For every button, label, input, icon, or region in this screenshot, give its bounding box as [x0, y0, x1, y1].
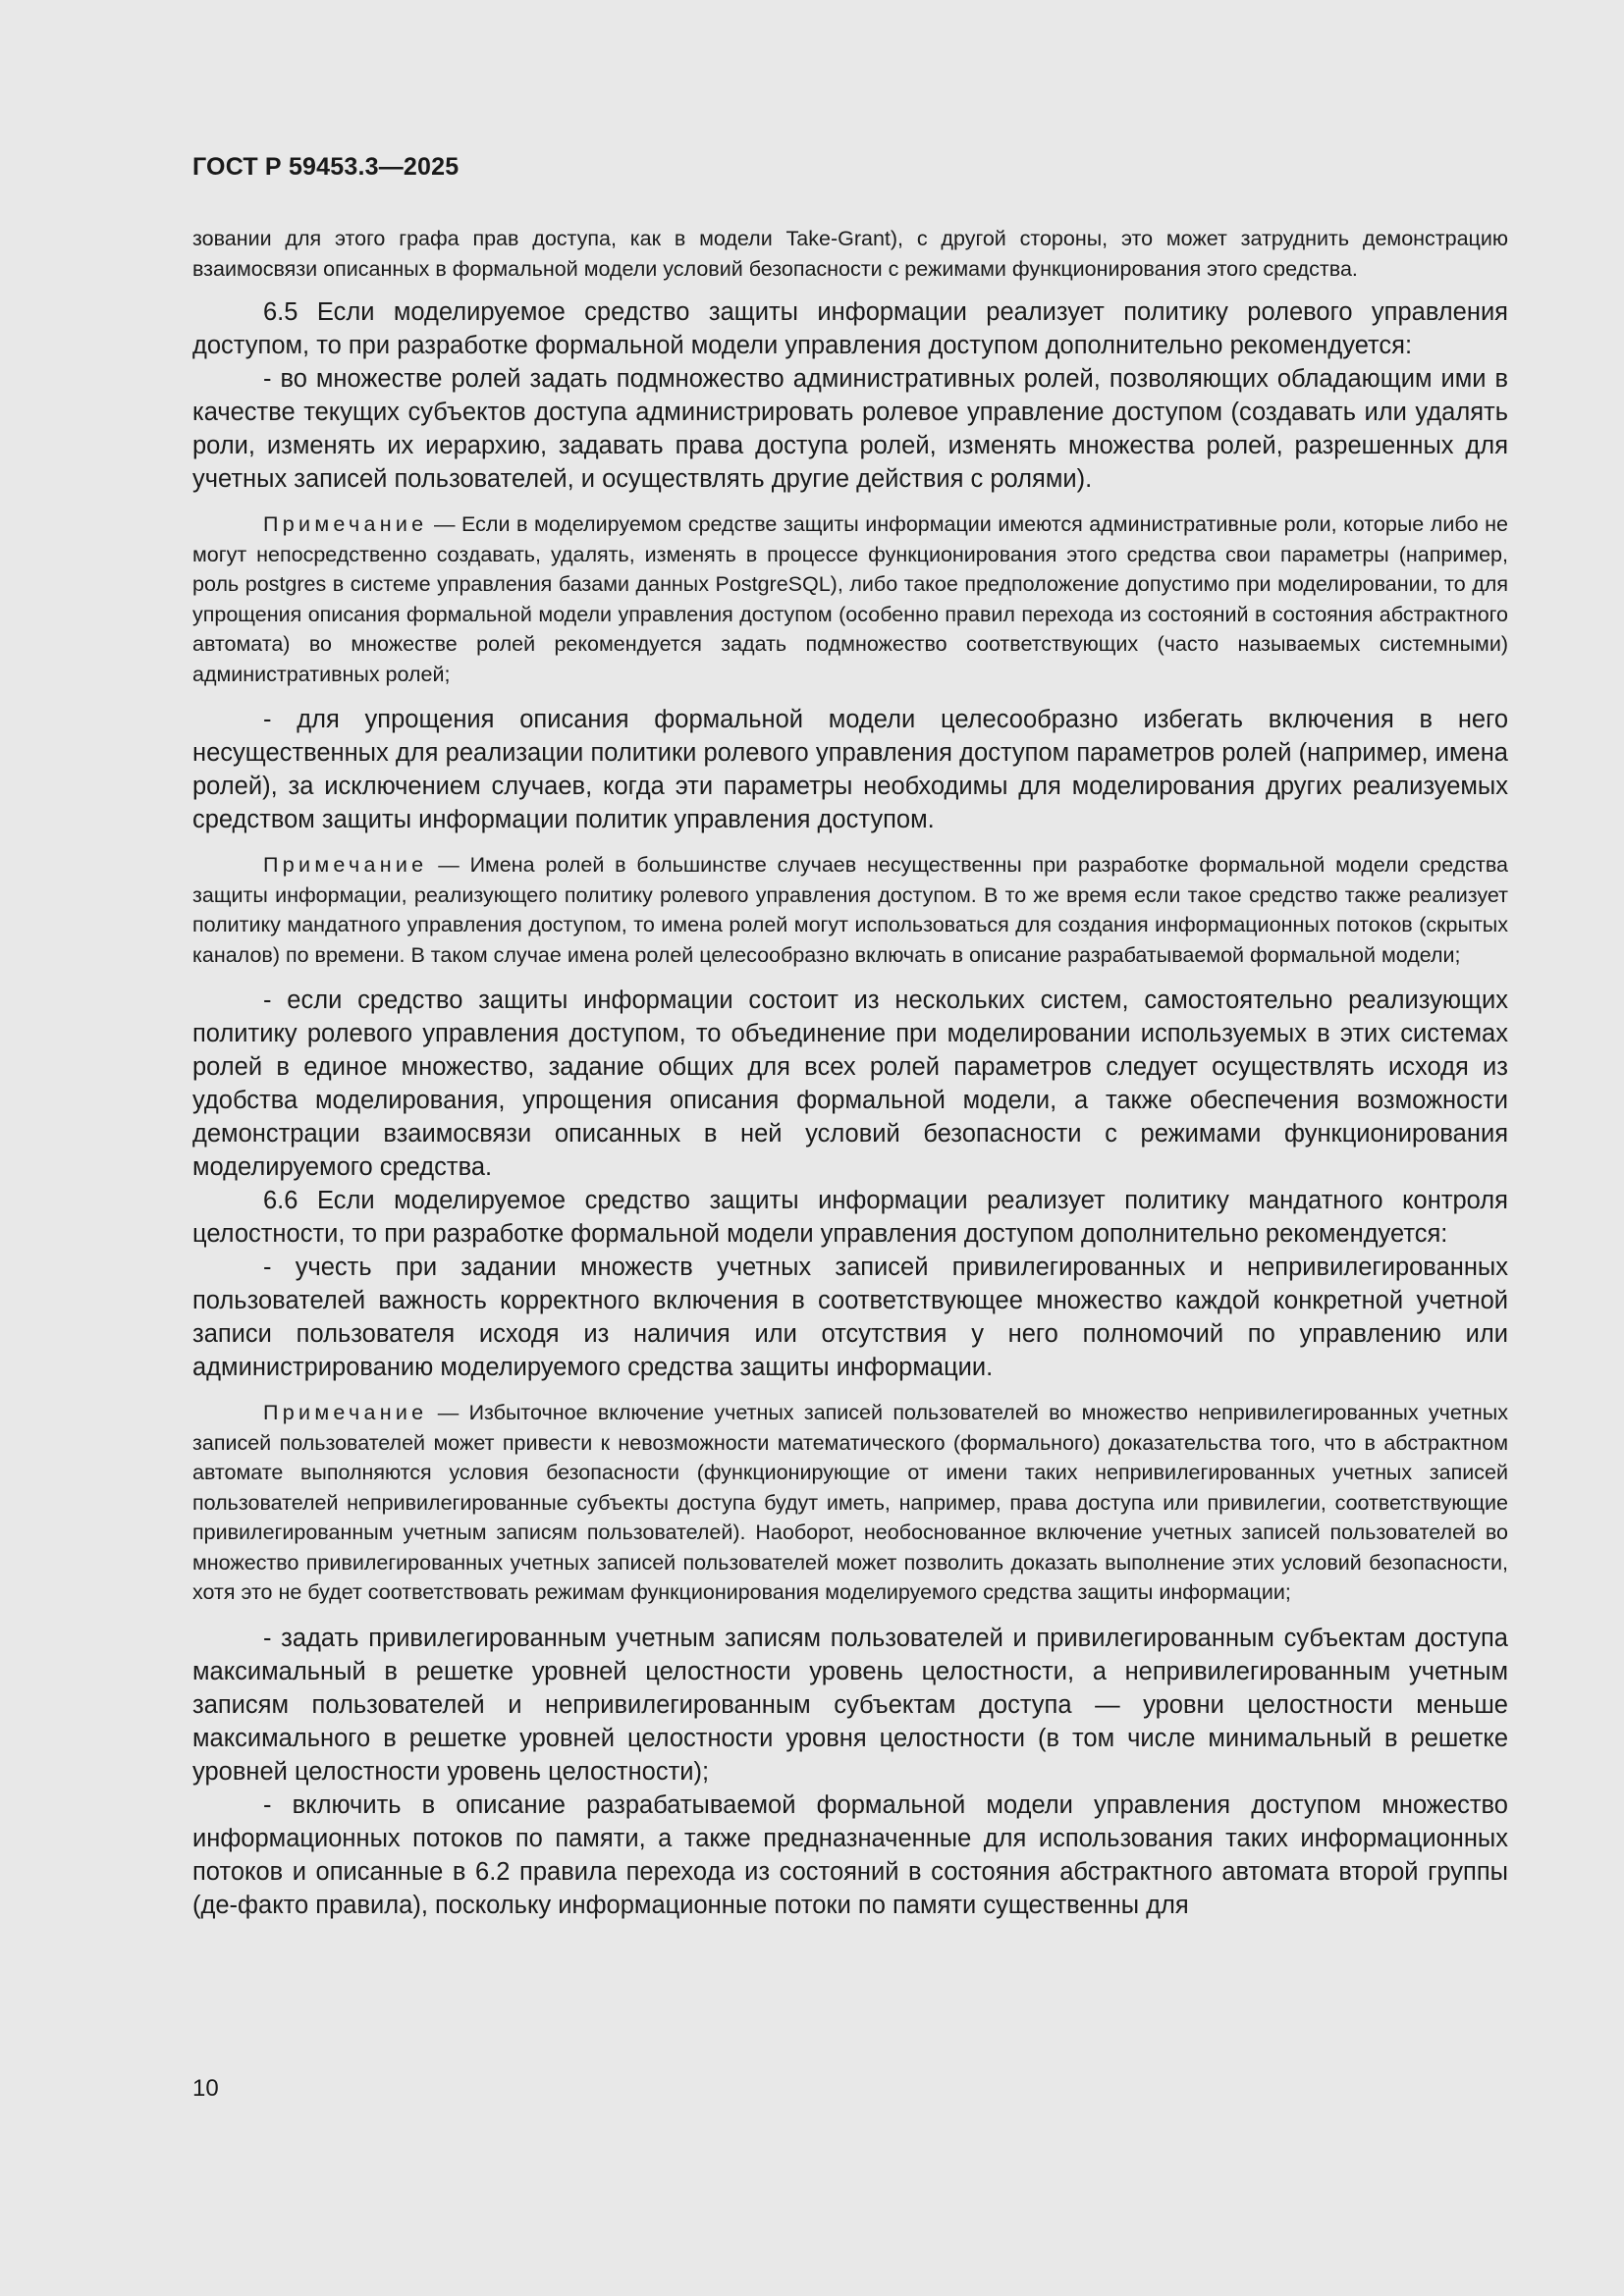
paragraph-continuation: зовании для этого графа прав доступа, как в модели Take-Grant), с другой стороны, это может затруднить демонстрацию взаимосвязи описанных в формальной модели условий безопасности с режимами функционирования этого средства. [192, 227, 1508, 281]
note-label: Примечание [263, 512, 428, 536]
note-text: — Избыточное включение учетных записей пользователей во множество непривилегированных учетных записей пользователей может привести к невозможности математического (формального) доказательства того, что в абстрактном автомате выполняются условия безопасности (функционирующие от имени таких непривилегированных учетных записей пользователей непривилегированные субъекты доступа будут иметь, например, права доступа или привилегии, соответствующие привилегированным учетным записям пользователей). Наоборот, необоснованное включение учетных записей пользователей во множество привилегированных учетных записей пользователей может позволить доказать выполнение этих условий безопасности, хотя это не будет соответствовать режимам функционирования моделируемого средства защиты информации; [192, 1401, 1508, 1604]
note-privileged-accounts [192, 1398, 1508, 1608]
list-item-role-params: - для упрощения описания формальной модели целесообразно избегать включения в него несущественных для реализации политики ролевого управления доступом параметров ролей (например, имена ролей), за исключением случаев, когда эти параметры необходимы для моделирования других реализуемых средством защиты информации политик управления доступом. [192, 706, 1508, 833]
note-role-names [192, 850, 1508, 970]
note-admin-roles [192, 509, 1508, 689]
note-label: Примечание [263, 1401, 428, 1424]
note-text: — Если в моделируемом средстве защиты информации имеются административные роли, которые либо не могут непосредственно создавать, удалять, изменять в процессе функционирования этого средства свои параметры (например, роль postgres в системе управления базами данных PostgreSQL), либо такое предположение допустимо при моделировании, то для упрощения описания формальной модели управления доступом (особенно правил перехода из состояний в состояния абстрактного автомата) во множестве ролей рекомендуется задать подмножество соответствующих (часто называемых системными) административных ролей; [192, 512, 1508, 686]
list-item-integrity-levels: - задать привилегированным учетным записям пользователей и привилегированным субъектам доступа максимальный в решетке уровней целостности уровень целостности, а непривилегированным учетным записям пользователей и непривилегированным субъектам доступа — уровни целостности меньше максимального в решетке уровней целостности уровня целостности (в том числе минимальный в решетке уровней целостности уровень целостности); [192, 1624, 1508, 1786]
section-6-5: 6.5 Если моделируемое средство защиты информации реализует политику ролевого управления доступом, то при разработке формальной модели управления доступом дополнительно рекомендуется: [192, 298, 1508, 359]
note-label: Примечание [263, 853, 428, 877]
list-item-multiple-systems: - если средство защиты информации состоит из нескольких систем, самостоятельно реализующих политику ролевого управления доступом, то объединение при моделировании используемых в этих системах ролей в единое множество, задание общих для всех ролей параметров следует осуществлять исходя из удобства моделирования, упрощения описания формальной модели, а также обеспечения возможности демонстрации взаимосвязи описанных в ней условий безопасности с режимами функционирования моделируемого средства. [192, 987, 1508, 1181]
list-item-privileged-accounts: - учесть при задании множеств учетных записей привилегированных и непривилегированных пользователей важность корректного включения в соответствующее множество каждой конкретной учетной записи пользователя исходя из наличия или отсутствия у него полномочий по управлению или администрированию моделируемого средства защиты информации. [192, 1254, 1508, 1381]
list-item-information-flows: - включить в описание разрабатываемой формальной модели управления доступом множество информационных потоков по памяти, а также предназначенные для использования таких информационных потоков и описанные в 6.2 правила перехода из состояний в состояния абстрактного автомата второй группы (де-факто правила), поскольку информационные потоки по памяти существенны для [192, 1790, 1508, 1919]
list-item-admin-roles: - во множестве ролей задать подмножество административных ролей, позволяющих обладающим ими в качестве текущих субъектов доступа администрировать ролевое управление доступом (создавать или удалять роли, изменять их иерархию, задавать права доступа ролей, изменять множества ролей, разрешенных для учетных записей пользователей, и осуществлять другие действия с ролями). [192, 365, 1508, 493]
note-text: — Имена ролей в большинстве случаев несущественны при разработке формальной модели средства защиты информации, реализующего политику ролевого управления доступом. В то же время если такое средство также реализует политику мандатного управления доступом, то имена ролей могут использоваться для создания информационных потоков (скрытых каналов) по времени. В таком случае имена ролей целесообразно включать в описание разрабатываемой формальной модели; [192, 853, 1508, 967]
document-body [192, 224, 1508, 1922]
section-6-6: 6.6 Если моделируемое средство защиты информации реализует политику мандатного контроля целостности, то при разработке формальной модели управления доступом дополнительно рекомендуется: [192, 1187, 1508, 1248]
page-number: 10 [192, 2075, 219, 2102]
document-header-id: ГОСТ Р 59453.3—2025 [192, 153, 460, 181]
